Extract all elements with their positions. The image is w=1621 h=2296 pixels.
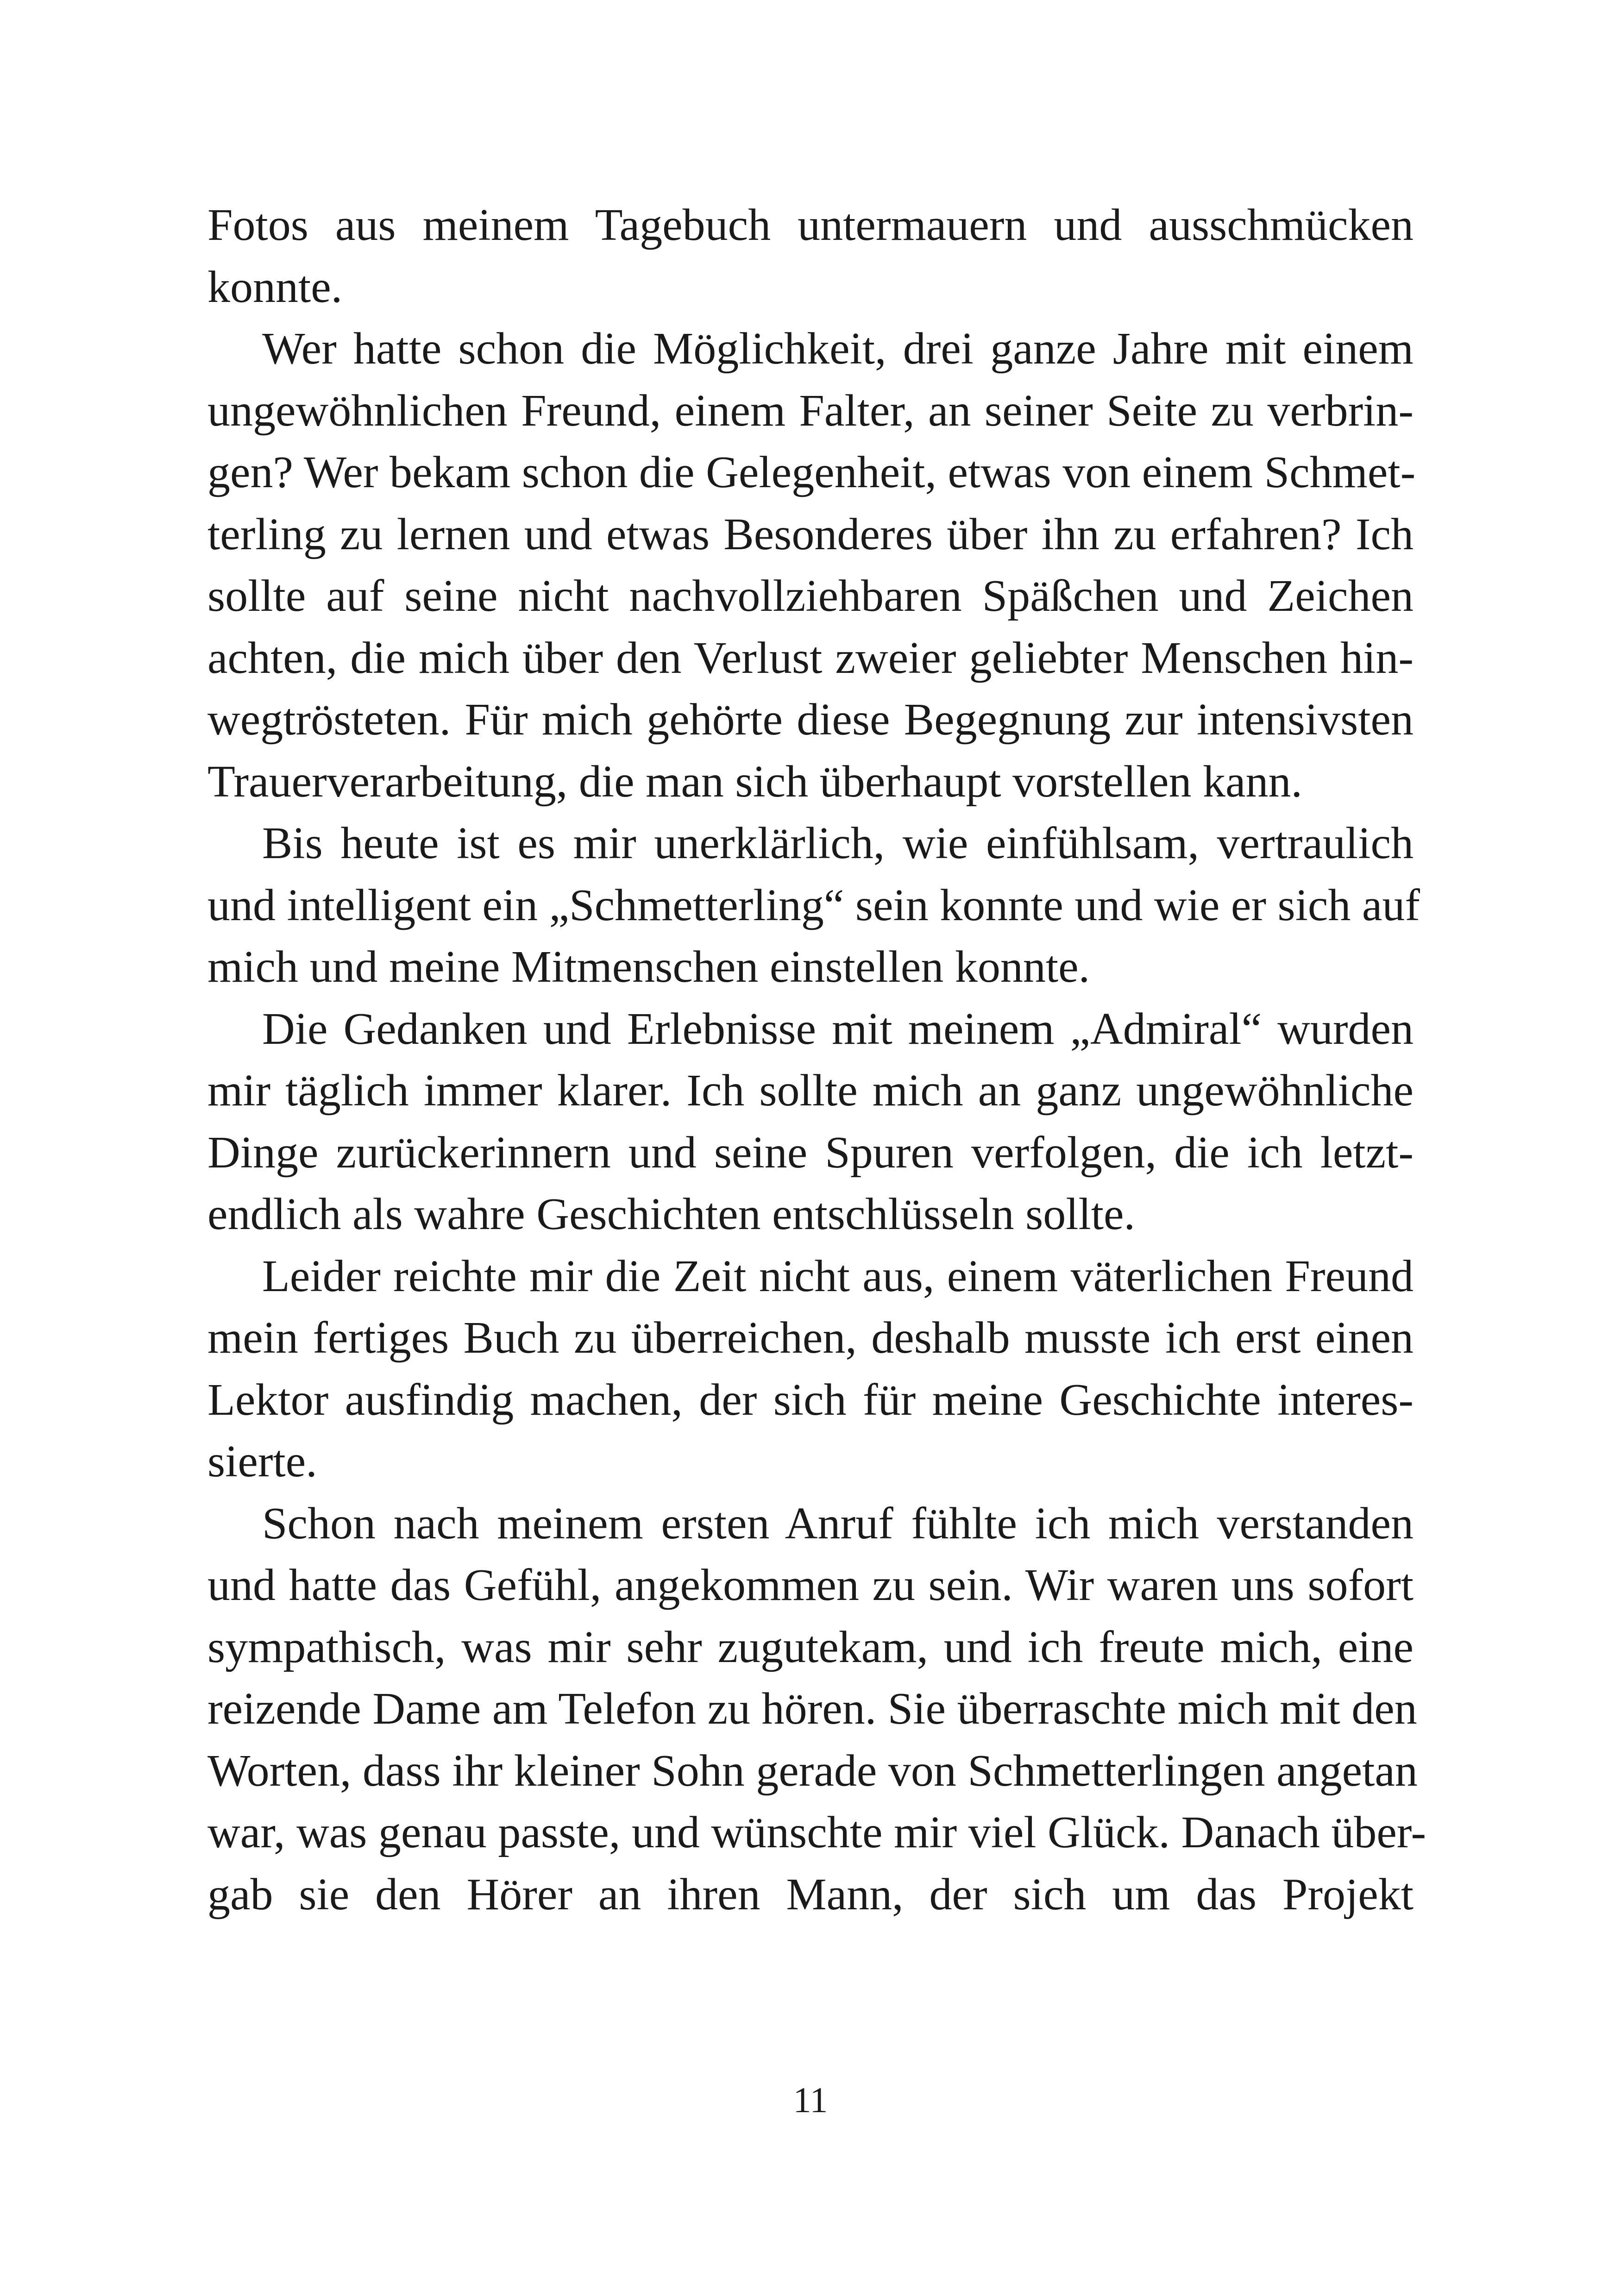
text-line: reizende Dame am Telefon zu hören. Sie überraschte mich mit den	[207, 1684, 1417, 1734]
text-line: sympathisch, was mir sehr zugutekam, und ich freute mich, eine	[207, 1622, 1414, 1672]
text-line: Fotos aus meinem Tagebuch untermauern und ausschmücken	[207, 200, 1414, 250]
text-line: Worten, dass ihr kleiner Sohn gerade von Schmetterlingen angetan	[207, 1745, 1418, 1796]
text-line: Lektor ausfindig machen, der sich für meine Geschichte interes-	[207, 1374, 1414, 1425]
text-line: terling zu lernen und etwas Besonderes über ihn zu erfahren? Ich	[207, 509, 1414, 559]
text-line: war, was genau passte, und wünschte mir viel Glück. Danach über-	[207, 1807, 1426, 1857]
text-line: sollte auf seine nicht nachvollziehbaren Späßchen und Zeichen	[207, 571, 1414, 621]
text-line: konnte.	[207, 262, 343, 312]
text-line: und hatte das Gefühl, angekommen zu sein. Wir waren uns sofort	[207, 1560, 1414, 1610]
text-line: endlich als wahre Geschichten entschlüsseln sollte.	[207, 1189, 1135, 1239]
paragraph-first-line: Schon nach meinem ersten Anruf fühlte ich mich verstanden	[262, 1498, 1414, 1549]
text-line: mir täglich immer klarer. Ich sollte mich an ganz ungewöhnliche	[207, 1066, 1414, 1116]
text-line: achten, die mich über den Verlust zweier geliebter Menschen hin-	[207, 633, 1414, 683]
text-line: ungewöhnlichen Freund, einem Falter, an seiner Seite zu verbrin-	[207, 385, 1414, 436]
text-line: gen? Wer bekam schon die Gelegenheit, etwas von einem Schmet-	[207, 447, 1416, 497]
text-line: mein fertiges Buch zu überreichen, deshalb musste ich erst einen	[207, 1313, 1414, 1363]
paragraph-first-line: Die Gedanken und Erlebnisse mit meinem „Admiral“ wurden	[262, 1004, 1414, 1054]
text-line: gab sie den Hörer an ihren Mann, der sich um das Projekt	[207, 1869, 1414, 1920]
body-text	[207, 194, 1426, 1926]
text-line: sierte.	[207, 1437, 317, 1487]
text-line: und intelligent ein „Schmetterling“ sein konnte und wie er sich auf	[207, 880, 1420, 930]
text-line: Dinge zurückerinnern und seine Spuren verfolgen, die ich letzt-	[207, 1127, 1414, 1178]
text-line: wegtrösteten. Für mich gehörte diese Begegnung zur intensivsten	[207, 695, 1414, 745]
paragraph-first-line: Bis heute ist es mir unerklärlich, wie einfühlsam, vertraulich	[262, 818, 1414, 868]
text-line: Trauerverarbeitung, die man sich überhaupt vorstellen kann.	[207, 756, 1303, 807]
text-line: mich und meine Mitmenschen einstellen konnte.	[207, 942, 1090, 992]
paragraph-first-line: Wer hatte schon die Möglichkeit, drei ganze Jahre mit einem	[262, 324, 1414, 374]
paragraph-first-line: Leider reichte mir die Zeit nicht aus, einem väterlichen Freund	[262, 1251, 1414, 1301]
page-number: 11	[793, 2080, 828, 2120]
